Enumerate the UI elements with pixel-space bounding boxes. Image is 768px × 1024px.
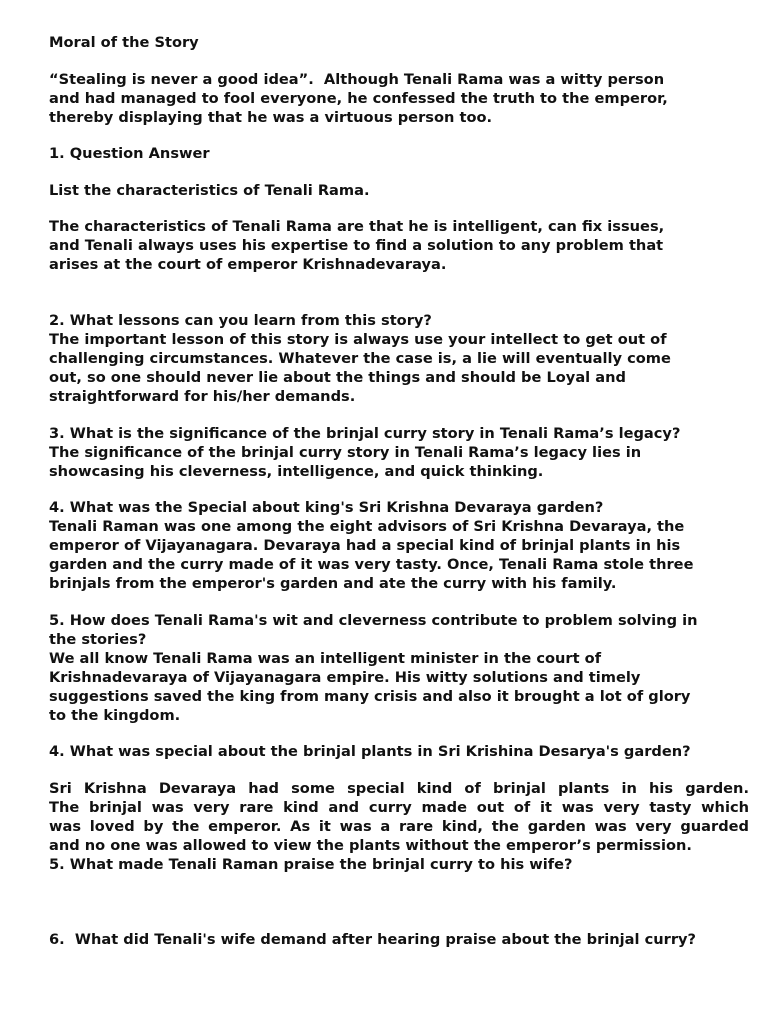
answer-6-line: and no one was allowed to view the plants without the emperor’s permission.	[49, 836, 692, 854]
answer-5-line: to the kingdom.	[49, 706, 181, 724]
question-7: 5. What made Tenali Raman praise the brinjal curry to his wife?	[49, 855, 573, 873]
question-4: 4. What was the Special about king's Sri Krishna Devaraya garden?	[49, 499, 604, 516]
question-8: 6. What did Tenali's wife demand after hearing praise about the brinjal curry?	[49, 930, 696, 948]
question-3: 3. What is the significance of the brinjal curry story in Tenali Rama’s legacy?	[49, 424, 681, 442]
moral-heading: Moral of the Story	[49, 34, 199, 51]
moral-line: thereby displaying that he was a virtuous person too.	[49, 108, 493, 126]
qa-heading: 1. Question Answer	[49, 145, 210, 162]
answer-4-line: brinjals from the emperor's garden and ate the curry with his family.	[49, 575, 617, 592]
answer-2-line: out, so one should never lie about the things and should be Loyal and	[49, 369, 626, 386]
question-1: List the characteristics of Tenali Rama.	[49, 181, 370, 199]
answer-1-line: and Tenali always uses his expertise to find a solution to any problem that	[49, 237, 664, 254]
question-2: 2. What lessons can you learn from this story?	[49, 312, 432, 329]
answer-5-line: We all know Tenali Rama was an intelligent minister in the court of	[49, 649, 602, 667]
answer-6-line: was loved by the emperor. As it was a rare kind, the garden was very guarded	[49, 817, 749, 835]
answer-4-line: emperor of Vijayanagara. Devaraya had a special kind of brinjal plants in his	[49, 537, 681, 554]
question-6: 4. What was special about the brinjal plants in Sri Krishina Desarya's garden?	[49, 743, 691, 760]
answer-4-line: garden and the curry made of it was very tasty. Once, Tenali Rama stole three	[49, 556, 694, 573]
document-page	[49, 33, 749, 949]
answer-3-line: showcasing his cleverness, intelligence, and quick thinking.	[49, 462, 544, 480]
question-5-line: 5. How does Tenali Rama's wit and cleverness contribute to problem solving in	[49, 611, 698, 629]
moral-line: and had managed to fool everyone, he confessed the truth to the emperor,	[49, 89, 668, 107]
answer-6-line: Sri Krishna Devaraya had some special kind of brinjal plants in his garden.	[49, 779, 749, 797]
answer-5-line: Krishnadevaraya of Vijayanagara empire. His witty solutions and timely	[49, 668, 641, 686]
answer-3-line: The significance of the brinjal curry story in Tenali Rama’s legacy lies in	[49, 443, 642, 461]
answer-2-line: The important lesson of this story is always use your intellect to get out of	[49, 331, 667, 348]
answer-2-line: straightforward for his/her demands.	[49, 388, 356, 405]
answer-1-line: The characteristics of Tenali Rama are that he is intelligent, can fix issues,	[49, 218, 665, 235]
question-5-line: the stories?	[49, 630, 147, 648]
answer-6-line: The brinjal was very rare kind and curry made out of it was very tasty which	[49, 798, 749, 816]
answer-4-line: Tenali Raman was one among the eight advisors of Sri Krishna Devaraya, the	[49, 518, 685, 535]
answer-5-line: suggestions saved the king from many crisis and also it brought a lot of glory	[49, 687, 691, 705]
answer-2-line: challenging circumstances. Whatever the case is, a lie will eventually come	[49, 350, 671, 367]
answer-1-line: arises at the court of emperor Krishnadevaraya.	[49, 256, 447, 273]
moral-line: “Stealing is never a good idea”. Although Tenali Rama was a witty person	[49, 70, 665, 88]
